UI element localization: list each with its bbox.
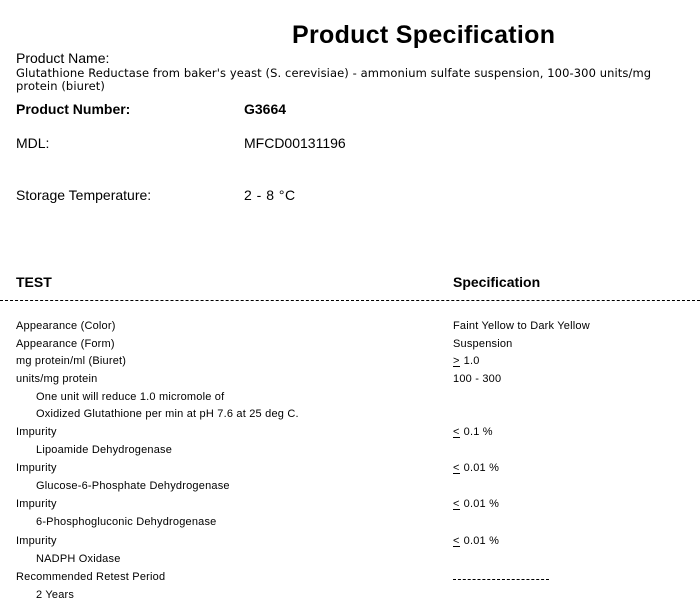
table-row-spec	[453, 535, 499, 547]
less-equal-symbol: <	[453, 462, 460, 474]
table-row-sub: Lipoamide Dehydrogenase	[36, 444, 173, 456]
product-number-value: G3664	[244, 101, 287, 117]
table-row-spec: 100 - 300	[453, 373, 502, 385]
less-equal-symbol: <	[453, 498, 460, 510]
spec-value: 0.01 %	[463, 462, 500, 474]
product-name-label: Product Name:	[16, 50, 110, 66]
less-equal-symbol: <	[453, 535, 460, 547]
table-row-sub: 6-Phosphogluconic Dehydrogenase	[36, 516, 217, 528]
spec-value: 0.1 %	[463, 426, 493, 438]
table-row-sub: Glucose-6-Phosphate Dehydrogenase	[36, 480, 230, 492]
empty-spec-dashes	[453, 579, 549, 580]
table-row-test: Impurity	[16, 535, 57, 547]
table-row-spec: Faint Yellow to Dark Yellow	[453, 320, 590, 332]
table-row-spec	[453, 462, 499, 474]
table-row-note: One unit will reduce 1.0 micromole of	[36, 391, 225, 403]
spec-value: 0.01 %	[463, 535, 500, 547]
table-row-sub: NADPH Oxidase	[36, 553, 121, 565]
table-row-spec	[453, 355, 480, 367]
less-equal-symbol: <	[453, 426, 460, 438]
mdl-value: MFCD00131196	[244, 135, 346, 151]
table-row-spec: Suspension	[453, 338, 513, 350]
specification-column-header: Specification	[453, 274, 541, 290]
mdl-label: MDL:	[16, 135, 50, 151]
spec-value: 0.01 %	[463, 498, 500, 510]
table-row-test: mg protein/ml (Biuret)	[16, 355, 127, 367]
page-title: Product Specification	[292, 21, 556, 49]
test-column-header: TEST	[16, 274, 52, 290]
product-name-value: Glutathione Reductase from baker's yeast (S. cerevisiae) - ammonium sulfate suspension, 100-300 units/mg protein (biuret)	[16, 66, 652, 93]
greater-equal-symbol: >	[453, 355, 460, 367]
header-divider	[0, 300, 700, 301]
table-row-spec	[453, 498, 499, 510]
table-row-test: Impurity	[16, 498, 57, 510]
table-row-test: Recommended Retest Period	[16, 571, 166, 583]
table-row-spec	[453, 426, 493, 438]
table-row-note: Oxidized Glutathione per min at pH 7.6 at 25 deg C.	[36, 408, 299, 420]
table-row-test: Impurity	[16, 426, 57, 438]
table-row-test: Appearance (Color)	[16, 320, 116, 332]
storage-temperature-value: 2 - 8 °C	[244, 187, 296, 203]
table-row-test: Appearance (Form)	[16, 338, 115, 350]
table-row-test: units/mg protein	[16, 373, 98, 385]
product-number-label: Product Number:	[16, 101, 131, 117]
storage-temperature-label: Storage Temperature:	[16, 187, 152, 203]
table-row-test: Impurity	[16, 462, 57, 474]
spec-value: 1.0	[463, 355, 480, 367]
table-row-sub: 2 Years	[36, 589, 75, 601]
